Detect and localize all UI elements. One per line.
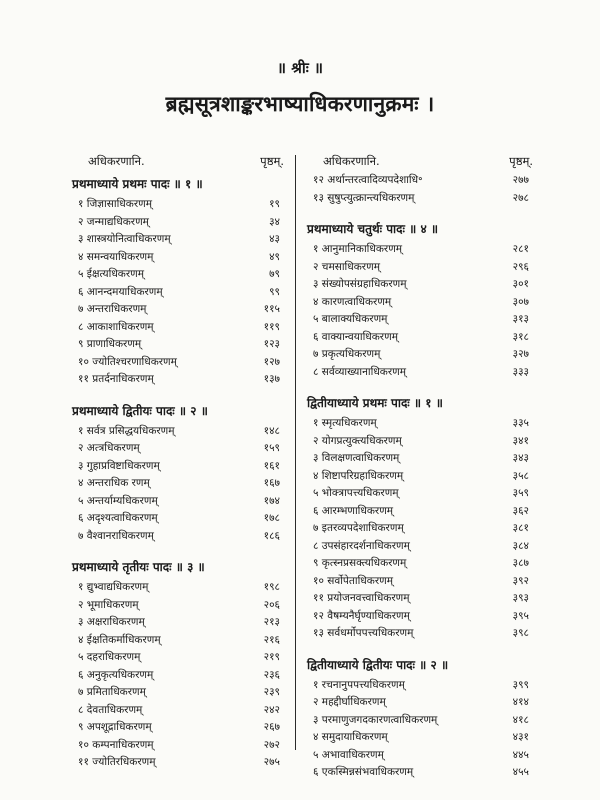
section-title: प्रथमाध्याये चतुर्थः पादः ॥ ४ ॥	[307, 222, 439, 236]
toc-entry	[70, 319, 288, 337]
entry-label: ६ आनन्दमयाधिकरणम्	[78, 285, 163, 298]
entry-page-number: ३४	[269, 215, 280, 228]
section-gap	[305, 643, 537, 653]
toc-entry	[305, 276, 537, 294]
section-gap	[70, 545, 288, 555]
toc-entry	[70, 667, 288, 685]
toc-entry	[305, 433, 537, 451]
entry-label: ५ अन्तर्याम्यधिकरणम्	[78, 494, 158, 507]
entry-page-number: ११५	[263, 303, 280, 315]
section-gap	[70, 389, 288, 399]
entry-page-number: २७८	[512, 191, 529, 204]
entry-page-number: ९९	[269, 285, 280, 298]
toc-entry	[305, 329, 537, 347]
entry-page-number: ३८१	[512, 522, 529, 534]
entry-label: ४ शिष्टापरिग्रहाधिकरणम्	[313, 469, 404, 482]
entry-page-number: ३३५	[512, 417, 529, 429]
toc-entry	[305, 241, 537, 259]
entry-label: १३ सुषुप्त्युत्क्रान्त्यधिकरणम्	[313, 191, 415, 204]
toc-entry	[70, 614, 288, 632]
toc-entry	[70, 719, 288, 737]
toc-entry	[70, 284, 288, 302]
column-divider	[295, 155, 296, 750]
entry-page-number: १३७	[263, 373, 280, 385]
entry-label: १० सर्वोपेताधिकरणम्	[313, 574, 393, 587]
entry-label: १ स्मृत्यधिकरणम्	[313, 417, 377, 429]
entry-page-number: ४१८	[512, 713, 529, 726]
entry-label: २ योगप्रत्युक्त्यधिकरणम्	[313, 434, 402, 447]
entry-page-number: २८१	[512, 243, 529, 255]
entry-label: १ आनुमानिकाधिकरणम्	[313, 243, 403, 255]
entry-label: ६ अदृश्यत्वाधिकरणम्	[78, 512, 158, 524]
entry-page-number: ३१८	[512, 330, 529, 343]
entry-label: ३ अक्षराधिकरणम्	[78, 616, 145, 628]
toc-entry	[70, 597, 288, 615]
toc-entry	[305, 259, 537, 277]
toc-entry	[70, 632, 288, 650]
entry-label: ५ बालाक्यधिकरणम्	[313, 313, 388, 325]
entry-label: ७ प्रकृत्यधिकरणम्	[313, 348, 381, 360]
toc-entry	[70, 458, 288, 476]
entry-label: ५ दहराधिकरणम्	[78, 651, 141, 663]
entry-label: ४ समुदायाधिकरणम्	[313, 731, 388, 743]
entry-page-number: ४३	[269, 233, 280, 245]
entry-page-number: २३६	[263, 668, 280, 681]
entry-label: ५ ईक्षत्यधिकरणम्	[78, 268, 145, 280]
section-title: द्वितीयाध्याये द्वितीयः पादः ॥ २ ॥	[307, 657, 449, 672]
toc-entry	[305, 172, 537, 190]
toc-entry	[305, 555, 537, 573]
entry-page-number: १६७	[263, 477, 280, 489]
section-gap	[305, 207, 537, 217]
invocation: ॥ श्रीः ॥	[277, 59, 323, 77]
entry-page-number: १६१	[263, 459, 280, 472]
entry-page-number: १९	[269, 198, 280, 210]
entry-page-number: १२७	[263, 355, 280, 368]
page-head-label: पृष्ठम्.	[509, 154, 533, 168]
entry-label: १२ अर्थान्तरत्वादिव्यपदेशाधि॰	[313, 174, 423, 186]
entry-page-number: २९६	[512, 260, 529, 273]
toc-entry	[70, 528, 288, 546]
toc-entry	[70, 336, 288, 354]
toc-entry	[70, 475, 288, 493]
toc-entry	[70, 754, 288, 772]
toc-entry	[305, 520, 537, 538]
entry-page-number: ३५८	[512, 469, 529, 482]
toc-entry	[305, 590, 537, 608]
toc-entry	[305, 573, 537, 591]
toc-entry	[305, 468, 537, 486]
entry-page-number: ३८४	[512, 539, 529, 552]
toc-entry	[70, 371, 288, 389]
toc-entry	[305, 747, 537, 765]
entry-page-number: २१६	[263, 633, 280, 646]
toc-entry	[305, 294, 537, 312]
toc-entry	[305, 729, 537, 747]
entry-page-number: ३९५	[512, 609, 529, 622]
entry-page-number: २७५	[263, 756, 280, 768]
right-column	[305, 150, 537, 782]
toc-entry	[305, 364, 537, 382]
entry-page-number: ४५५	[512, 766, 529, 778]
section-title: प्रथमाध्याये प्रथमः पादः ॥ १ ॥	[72, 177, 203, 191]
entry-page-number: १४८	[263, 424, 280, 437]
section-heading	[70, 399, 288, 423]
toc-entry	[305, 190, 537, 208]
left-column	[70, 150, 288, 772]
entry-page-number: १२३	[263, 338, 280, 350]
toc-entry	[305, 311, 537, 329]
entry-label: १ सर्वत्र प्रसिद्धयधिकरणम्	[78, 424, 175, 437]
entry-label: २ महद्दीर्घाधिकरणम्	[313, 696, 386, 708]
section-title: प्रथमाध्याये द्वितीयः पादः ॥ २ ॥	[72, 403, 208, 418]
toc-entry	[70, 737, 288, 755]
entry-label: ४ कारणत्वाधिकरणम्	[313, 295, 392, 308]
section-heading	[70, 555, 288, 579]
entry-page-number: १७८	[263, 512, 280, 524]
entry-page-number: ३९२	[512, 574, 529, 587]
toc-entry	[70, 423, 288, 441]
entry-label: १२ वैषम्यनैर्घृण्याधिकरणम्	[313, 609, 410, 622]
entry-page-number: २४२	[263, 703, 280, 716]
entry-label: ३ शास्त्रयोनित्वाधिकरणम्	[78, 233, 171, 245]
toc-entry	[305, 677, 537, 695]
toc-entry	[70, 440, 288, 458]
entry-page-number: ३६२	[512, 504, 529, 517]
entry-label: ६ एकस्मिन्नसंभवाधिकरणम्	[313, 766, 414, 778]
toc-entry	[70, 266, 288, 284]
entry-label: ६ आरम्भणाधिकरणम्	[313, 504, 394, 517]
entry-page-number: २७७	[512, 174, 529, 186]
entry-page-number: ३२७	[512, 348, 529, 360]
entry-label: ९ प्राणाधिकरणम्	[78, 338, 142, 350]
entry-label: १० कम्पनाधिकरणम्	[78, 738, 154, 751]
toc-entry	[305, 415, 537, 433]
entry-label: ४ अन्तराधिक रणम्	[78, 477, 150, 489]
entry-label: ३ संख्योपसंग्रहाधिकरणम्	[313, 278, 407, 290]
toc-entry	[305, 503, 537, 521]
section-title: द्वितीयाध्याये प्रथमः पादः ॥ १ ॥	[307, 396, 443, 410]
toc-entry	[70, 684, 288, 702]
page-head-label: पृष्ठम्.	[260, 154, 284, 168]
section-heading	[305, 391, 537, 415]
entry-page-number: २६७	[263, 721, 280, 733]
toc-entry	[70, 231, 288, 249]
entry-label: २ जन्माद्यधिकरणम्	[78, 215, 149, 228]
entry-label: ७ अन्तराधिकरणम्	[78, 303, 147, 315]
entry-page-number: ४४५	[512, 748, 529, 761]
toc-entry	[70, 214, 288, 232]
section-gap	[305, 381, 537, 391]
entry-label: ८ देवताधिकरणम्	[78, 703, 143, 716]
entry-label: ३ गुहाप्रविष्टाधिकरणम्	[78, 459, 160, 472]
entry-page-number: ३८७	[512, 557, 529, 569]
toc-entry	[70, 196, 288, 214]
entry-label: ११ प्रयोजनवत्त्वाधिकरणम्	[313, 592, 410, 604]
entry-page-number: ४३१	[512, 731, 529, 743]
entry-page-number: ३५९	[512, 487, 529, 499]
toc-entry	[305, 625, 537, 643]
entry-label: ४ समन्वयाधिकरणम्	[78, 250, 154, 263]
entry-label: ६ अनुकृत्यधिकरणम्	[78, 668, 154, 681]
entry-page-number: ३४१	[512, 434, 529, 447]
entry-label: ५ अभावाधिकरणम्	[313, 748, 384, 761]
entry-label: २ अत्त्रधिकरणम्	[78, 442, 140, 454]
entry-label: १३ सर्वधर्मोपपत्त्यधिकरणम्	[313, 627, 414, 639]
toc-entry	[70, 493, 288, 511]
toc-entry	[305, 764, 537, 782]
entry-label: ५ भोक्त्रापत्त्यधिकरणम्	[313, 487, 399, 499]
entry-label: ११ ज्योतिरधिकरणम्	[78, 756, 156, 768]
entry-label: २ चमसाधिकरणम्	[313, 260, 380, 273]
column-head-label: अधिकरणानि.	[88, 154, 145, 168]
entry-label: ३ विलक्षणत्वाधिकरणम्	[313, 452, 400, 464]
entry-page-number: ३९३	[512, 592, 529, 604]
entry-page-number: ३०७	[512, 295, 529, 308]
entry-page-number: ७९	[269, 268, 280, 280]
entry-label: ८ उपसंहारदर्शनाधिकरणम्	[313, 539, 410, 552]
entry-page-number: १८६	[263, 529, 280, 542]
entry-page-number: २१३	[263, 616, 280, 628]
entry-page-number: ३०१	[512, 278, 529, 290]
toc-entry	[70, 579, 288, 597]
entry-label: ९ अपशूद्राधिकरणम्	[78, 721, 152, 733]
column-header	[305, 150, 537, 172]
entry-label: ७ प्रमिताधिकरणम्	[78, 686, 146, 698]
entry-page-number: ३१३	[512, 313, 529, 325]
toc-entry	[305, 608, 537, 626]
entry-label: १ जिज्ञासाधिकरणम्	[78, 198, 152, 210]
entry-label: १ द्युभ्वाद्यधिकरणम्	[78, 581, 149, 593]
section-heading	[70, 172, 288, 196]
entry-page-number: १५९	[263, 442, 280, 454]
entry-label: ९ कृत्स्नप्रसक्त्यधिकरणम्	[313, 557, 407, 569]
entry-label: ८ आकाशाधिकरणम्	[78, 320, 154, 333]
entry-page-number: ३९८	[512, 627, 529, 639]
toc-entry	[70, 249, 288, 267]
entry-label: ७ वैश्वानराधिकरणम्	[78, 529, 154, 542]
section-heading	[305, 217, 537, 241]
entry-page-number: १७४	[263, 494, 280, 507]
entry-page-number: २०६	[263, 598, 280, 611]
section-title: प्रथमाध्याये तृतीयः पादः ॥ ३ ॥	[72, 560, 205, 574]
entry-page-number: २१९	[263, 651, 280, 663]
toc-entry	[70, 510, 288, 528]
entry-label: १० ज्योतिश्चरणाधिकरणम्	[78, 355, 177, 368]
column-head-label: अधिकरणानि.	[323, 154, 380, 168]
column-header	[70, 150, 288, 172]
entry-page-number: ३४३	[512, 452, 529, 464]
toc-entry	[305, 485, 537, 503]
entry-label: २ भूमाधिकरणम्	[78, 598, 139, 611]
entry-label: ४ ईक्षतिकर्माधिकरणम्	[78, 633, 161, 646]
page-title: ब्रह्मसूत्रशाङ्करभाष्याधिकरणानुक्रमः ।	[165, 92, 435, 116]
toc-entry	[305, 346, 537, 364]
entry-page-number: ३३३	[512, 365, 529, 378]
toc-entry	[305, 538, 537, 556]
toc-entry	[70, 354, 288, 372]
entry-label: ६ वाक्यान्वयाधिकरणम्	[313, 330, 398, 343]
toc-entry	[305, 712, 537, 730]
section-heading	[305, 653, 537, 677]
entry-label: ७ इतरव्यपदेशाधिकरणम्	[313, 522, 404, 534]
entry-page-number: २३९	[263, 686, 280, 698]
entry-label: ३ परमाणुजगदकारणत्वाधिकरणम्	[313, 713, 438, 726]
entry-page-number: ४१४	[512, 696, 529, 708]
entry-label: १ रचनानुपपत्त्यधिकरणम्	[313, 678, 405, 691]
entry-page-number: ३९९	[512, 678, 529, 691]
entry-page-number: २७२	[263, 738, 280, 751]
entry-page-number: ११९	[263, 320, 280, 333]
toc-entry	[70, 301, 288, 319]
entry-page-number: ४९	[269, 250, 280, 263]
toc-entry	[305, 450, 537, 468]
toc-entry	[70, 649, 288, 667]
entry-label: ११ प्रतर्दनाधिकरणम्	[78, 373, 154, 385]
toc-entry	[305, 694, 537, 712]
entry-label: ८ सर्वव्याख्यानाधिकरणम्	[313, 365, 407, 378]
toc-entry	[70, 702, 288, 720]
entry-page-number: १९८	[263, 581, 280, 593]
